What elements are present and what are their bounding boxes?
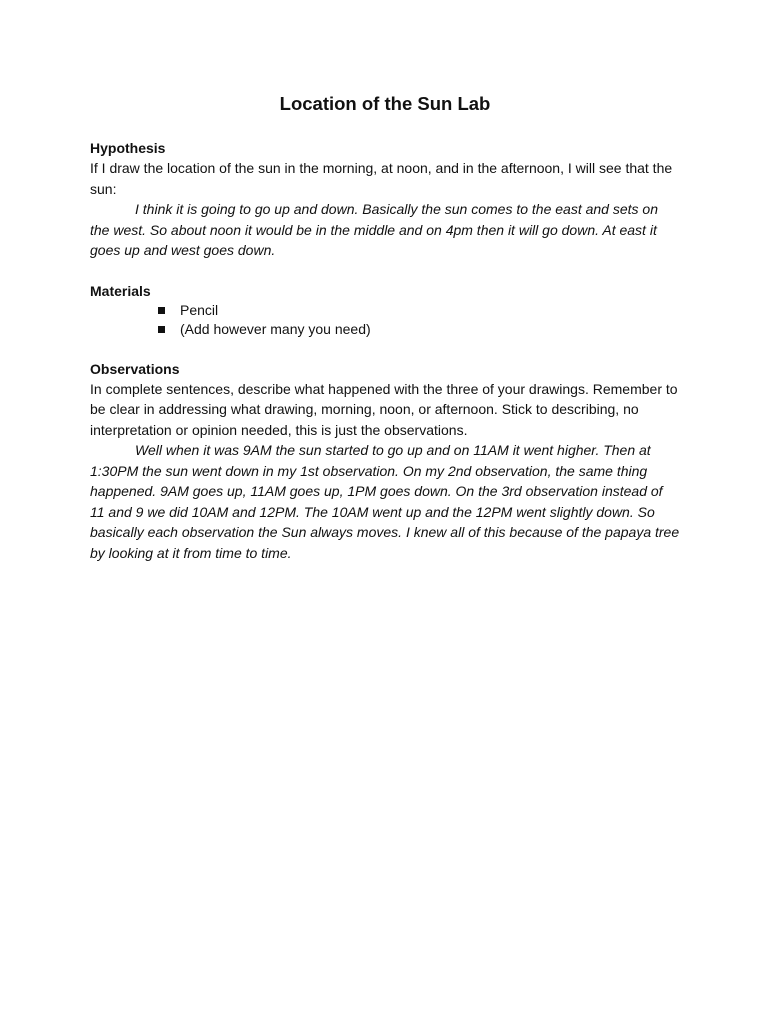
document-page (90, 92, 680, 563)
hypothesis-answer: I think it is going to go up and down. Basically the sun comes to the east and sets on the west. So about noon it would be in the middle and on 4pm then it will go down. At east it goes up and west goes down. (90, 201, 658, 258)
hypothesis-heading: Hypothesis (90, 140, 166, 156)
section-spacer (90, 339, 680, 359)
observations-heading: Observations (90, 360, 180, 377)
list-item-text: Pencil (180, 301, 219, 318)
list-item (158, 320, 680, 339)
observations-answer: Well when it was 9AM the sun started to go up and on 11AM it went higher. Then at 1:30PM the sun went down in my 1st observation. On my 2nd observation, the same thing happened. 9AM goes up, 11AM goes up, 1PM goes down. On the 3rd observation instead of 11 and 9 we did 10AM and 12PM. The 10AM went up and the 12PM went slightly down. So basically each observation the Sun always moves. I knew all of this because of the papaya tree by looking at it from time to time. (90, 442, 680, 561)
materials-section (90, 281, 680, 339)
hypothesis-section (90, 138, 680, 261)
document-title: Location of the Sun Lab (279, 93, 491, 114)
list-item-text: (Add however many you need) (180, 320, 371, 337)
materials-heading: Materials (90, 282, 151, 299)
hypothesis-prompt: If I draw the location of the sun in the morning, at noon, and in the afternoon, I will see that the sun: (90, 160, 673, 197)
square-bullet-icon (158, 307, 165, 314)
section-spacer (90, 261, 680, 281)
materials-list (90, 301, 680, 339)
observations-prompt: In complete sentences, describe what happened with the three of your drawings. Remember to be clear in addressing what drawing, morning, noon, or afternoon. Stick to describing, no interpretation or opinion needed, this is just the observations. (90, 380, 678, 438)
observations-section (90, 359, 680, 564)
list-item (158, 301, 680, 320)
square-bullet-icon (158, 326, 165, 333)
